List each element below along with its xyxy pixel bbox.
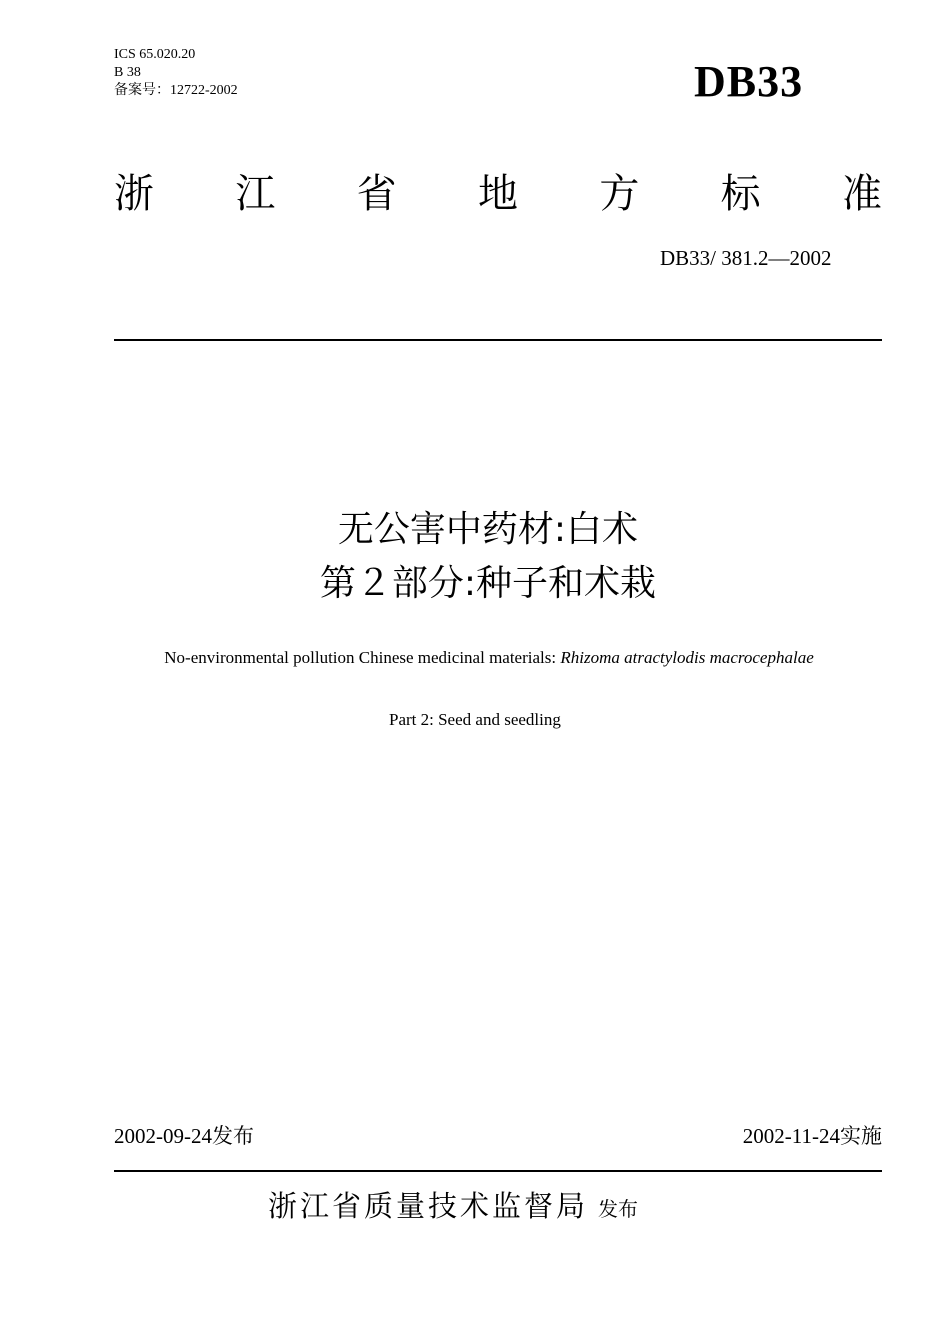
english-title-plain: No-environmental pollution Chinese medicinal materials: xyxy=(164,648,561,667)
issuer-name: 浙江省质量技术监督局 xyxy=(268,1189,589,1223)
title-char: 浙 xyxy=(114,171,154,217)
chinese-title-line2: 第２部分:种子和术栽 xyxy=(319,563,657,604)
bottom-divider xyxy=(114,1170,882,1172)
ccs-code: B 38 xyxy=(114,65,141,80)
implementation-label: 实施 xyxy=(840,1124,882,1148)
record-number: 备案号：12722-2002 xyxy=(114,83,238,98)
chinese-title-line1: 无公害中药材:白术 xyxy=(337,509,639,550)
issuer xyxy=(268,1184,638,1225)
title-char: 准 xyxy=(841,171,882,217)
issue-date xyxy=(114,1120,254,1150)
title-char: 省 xyxy=(356,171,397,217)
title-char: 方 xyxy=(599,171,640,217)
standard-number: DB33/ 381.2—2002 xyxy=(660,246,832,270)
implementation-date-value: 2002-11-24 xyxy=(742,1124,840,1148)
implementation-date xyxy=(743,1120,882,1150)
title-char: 江 xyxy=(235,171,276,217)
standard-type-title xyxy=(114,168,882,220)
ics-code: ICS 65.020.20 xyxy=(114,47,196,62)
english-title-latin-name: Rhizoma atractylodis macrocephalae xyxy=(560,648,814,667)
issue-label: 发布 xyxy=(212,1124,254,1148)
english-part-title: Part 2: Seed and seedling xyxy=(389,710,561,729)
db-mark: DB33 xyxy=(694,57,804,106)
title-char: 地 xyxy=(477,171,518,217)
title-char: 标 xyxy=(720,171,761,217)
top-divider xyxy=(114,339,882,341)
issuer-suffix: 发布 xyxy=(598,1197,639,1221)
english-title xyxy=(0,648,950,668)
issue-date-value: 2002-09-24 xyxy=(114,1124,212,1148)
